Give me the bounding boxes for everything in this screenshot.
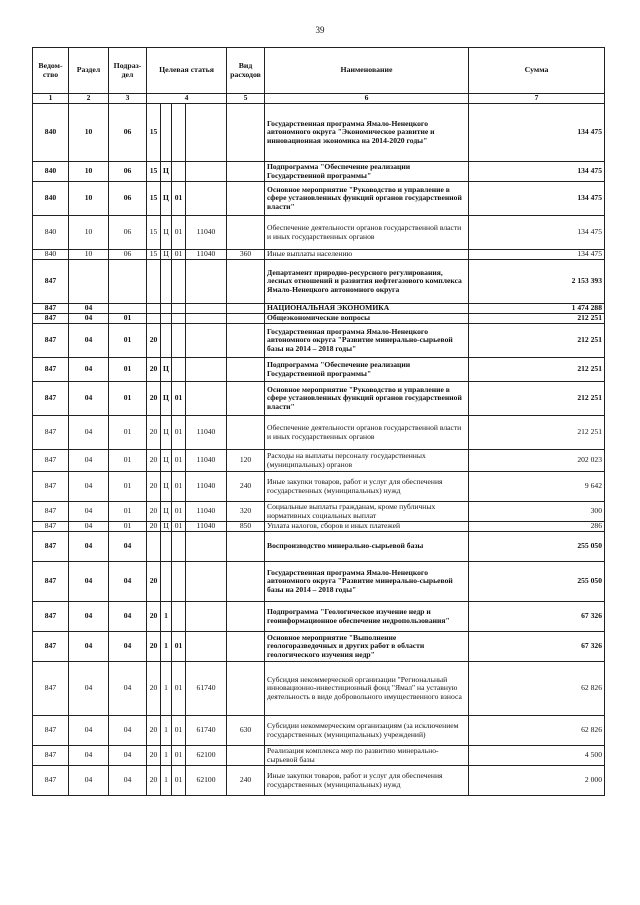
cell-target-program <box>147 304 161 314</box>
cell-razdel: 04 <box>69 502 109 522</box>
cell-expense-type <box>227 314 265 324</box>
cell-target-activity: 01 <box>172 472 186 502</box>
header-podrazdel: Подраз-дел <box>109 48 147 94</box>
cell-target-direction <box>186 314 227 324</box>
cell-sum: 255 050 <box>469 532 605 562</box>
cell-sum: 9 642 <box>469 472 605 502</box>
cell-expense-type <box>227 260 265 304</box>
table-row <box>33 522 605 532</box>
cell-target-program: 20 <box>147 382 161 416</box>
cell-sum: 212 251 <box>469 314 605 324</box>
table-row <box>33 162 605 182</box>
cell-target-program: 20 <box>147 662 161 716</box>
cell-target-program: 20 <box>147 472 161 502</box>
cell-razdel: 04 <box>69 632 109 662</box>
cell-sum: 134 475 <box>469 104 605 162</box>
cell-target-direction <box>186 358 227 382</box>
table-row <box>33 472 605 502</box>
cell-target-direction: 11040 <box>186 216 227 250</box>
header-target-article: Целевая статья <box>147 48 227 94</box>
cell-podrazdel: 04 <box>109 602 147 632</box>
table-row <box>33 304 605 314</box>
cell-target-program: 20 <box>147 502 161 522</box>
cell-razdel: 10 <box>69 162 109 182</box>
cell-target-subprogram: Ц <box>161 216 172 250</box>
cell-expense-type: 240 <box>227 766 265 796</box>
cell-target-program <box>147 260 161 304</box>
cell-razdel: 04 <box>69 766 109 796</box>
cell-vedomstvo: 847 <box>33 602 69 632</box>
column-number: 6 <box>265 94 469 104</box>
cell-sum: 212 251 <box>469 358 605 382</box>
budget-table <box>32 47 605 796</box>
cell-razdel: 04 <box>69 324 109 358</box>
cell-target-activity: 01 <box>172 662 186 716</box>
cell-expense-type <box>227 358 265 382</box>
cell-sum: 62 826 <box>469 662 605 716</box>
cell-target-subprogram: 1 <box>161 766 172 796</box>
cell-sum: 255 050 <box>469 562 605 602</box>
cell-target-program: 20 <box>147 562 161 602</box>
column-number: 7 <box>469 94 605 104</box>
cell-target-direction: 11040 <box>186 450 227 472</box>
cell-target-subprogram <box>161 314 172 324</box>
header-sum: Сумма <box>469 48 605 94</box>
cell-razdel <box>69 260 109 304</box>
cell-name: Подпрограмма "Геологическое изучение недр и геоинформационное обеспечение недропользования" <box>265 602 469 632</box>
cell-target-activity: 01 <box>172 216 186 250</box>
cell-podrazdel: 04 <box>109 562 147 602</box>
cell-sum: 300 <box>469 502 605 522</box>
cell-name: Иные выплаты населению <box>265 250 469 260</box>
column-number: 3 <box>109 94 147 104</box>
cell-razdel: 04 <box>69 532 109 562</box>
table-row <box>33 314 605 324</box>
cell-target-direction <box>186 562 227 602</box>
cell-vedomstvo: 847 <box>33 532 69 562</box>
cell-razdel: 04 <box>69 716 109 746</box>
cell-sum: 134 475 <box>469 216 605 250</box>
cell-podrazdel: 04 <box>109 632 147 662</box>
cell-name: Государственная программа Ямало-Ненецкого автономного округа "Экономическое развитие и инновационная экономика на 2014-2020 годы" <box>265 104 469 162</box>
cell-razdel: 10 <box>69 182 109 216</box>
cell-target-subprogram <box>161 532 172 562</box>
cell-expense-type <box>227 324 265 358</box>
cell-vedomstvo: 847 <box>33 304 69 314</box>
cell-target-activity <box>172 562 186 602</box>
cell-expense-type <box>227 104 265 162</box>
table-row <box>33 602 605 632</box>
header-row <box>33 48 605 94</box>
cell-target-program: 20 <box>147 716 161 746</box>
cell-target-activity: 01 <box>172 746 186 766</box>
cell-vedomstvo: 847 <box>33 502 69 522</box>
cell-sum: 62 826 <box>469 716 605 746</box>
cell-target-activity <box>172 314 186 324</box>
cell-vedomstvo: 847 <box>33 562 69 602</box>
cell-name: Основное мероприятие "Руководство и управление в сфере установленных функций органов государственной власти" <box>265 382 469 416</box>
cell-sum: 4 500 <box>469 746 605 766</box>
cell-podrazdel: 01 <box>109 358 147 382</box>
cell-expense-type <box>227 746 265 766</box>
cell-target-program: 15 <box>147 162 161 182</box>
cell-podrazdel: 06 <box>109 182 147 216</box>
cell-razdel: 10 <box>69 104 109 162</box>
cell-target-direction <box>186 304 227 314</box>
cell-target-direction: 11040 <box>186 472 227 502</box>
cell-target-program <box>147 532 161 562</box>
cell-target-direction: 62100 <box>186 766 227 796</box>
cell-target-activity <box>172 104 186 162</box>
header-vedomstvo: Ведом-ство <box>33 48 69 94</box>
cell-target-program: 20 <box>147 746 161 766</box>
cell-target-subprogram: 1 <box>161 662 172 716</box>
cell-target-activity <box>172 602 186 632</box>
cell-expense-type: 630 <box>227 716 265 746</box>
cell-vedomstvo: 847 <box>33 416 69 450</box>
cell-vedomstvo: 847 <box>33 382 69 416</box>
cell-target-subprogram: Ц <box>161 472 172 502</box>
cell-razdel: 10 <box>69 250 109 260</box>
cell-name: Субсидии некоммерческим организациям (за исключением государственных (муниципальных) учреждений) <box>265 716 469 746</box>
cell-podrazdel: 06 <box>109 216 147 250</box>
cell-podrazdel: 01 <box>109 502 147 522</box>
cell-podrazdel: 04 <box>109 766 147 796</box>
cell-podrazdel: 01 <box>109 382 147 416</box>
cell-name: Основное мероприятие "Руководство и управление в сфере установленных функций органов государственной власти" <box>265 182 469 216</box>
cell-target-direction: 11040 <box>186 250 227 260</box>
cell-podrazdel: 04 <box>109 532 147 562</box>
cell-razdel: 04 <box>69 562 109 602</box>
header-name: Наименование <box>265 48 469 94</box>
cell-razdel: 04 <box>69 662 109 716</box>
cell-name: Реализация комплекса мер по развитию минерально-сырьевой базы <box>265 746 469 766</box>
cell-target-activity: 01 <box>172 416 186 450</box>
cell-expense-type <box>227 216 265 250</box>
cell-target-subprogram <box>161 104 172 162</box>
table-row <box>33 358 605 382</box>
cell-name: Иные закупки товаров, работ и услуг для обеспечения государственных (муниципальных) нужд <box>265 472 469 502</box>
table-row <box>33 216 605 250</box>
cell-target-activity <box>172 260 186 304</box>
cell-target-direction: 11040 <box>186 416 227 450</box>
cell-podrazdel: 06 <box>109 250 147 260</box>
cell-podrazdel: 04 <box>109 716 147 746</box>
cell-podrazdel: 01 <box>109 450 147 472</box>
cell-sum: 286 <box>469 522 605 532</box>
cell-target-subprogram <box>161 260 172 304</box>
cell-target-program: 20 <box>147 450 161 472</box>
column-number-row <box>33 94 605 104</box>
cell-sum: 134 475 <box>469 162 605 182</box>
cell-target-program: 15 <box>147 104 161 162</box>
cell-razdel: 04 <box>69 450 109 472</box>
cell-podrazdel: 06 <box>109 162 147 182</box>
cell-podrazdel: 04 <box>109 746 147 766</box>
cell-target-program: 20 <box>147 324 161 358</box>
cell-razdel: 04 <box>69 522 109 532</box>
cell-target-activity: 01 <box>172 632 186 662</box>
table-row <box>33 502 605 522</box>
cell-expense-type <box>227 416 265 450</box>
cell-target-subprogram: Ц <box>161 162 172 182</box>
cell-vedomstvo: 847 <box>33 314 69 324</box>
cell-expense-type <box>227 382 265 416</box>
cell-target-activity <box>172 532 186 562</box>
cell-sum: 134 475 <box>469 182 605 216</box>
cell-target-activity: 01 <box>172 766 186 796</box>
cell-sum: 67 326 <box>469 632 605 662</box>
cell-target-direction: 11040 <box>186 522 227 532</box>
table-row <box>33 182 605 216</box>
cell-expense-type <box>227 182 265 216</box>
cell-expense-type <box>227 662 265 716</box>
cell-target-activity: 01 <box>172 502 186 522</box>
cell-name: Уплата налогов, сборов и иных платежей <box>265 522 469 532</box>
cell-name: Департамент природно-ресурсного регулирования, лесных отношений и развития нефтегазового комплекса Ямало-Ненецкого автономного округа <box>265 260 469 304</box>
column-number: 2 <box>69 94 109 104</box>
cell-razdel: 04 <box>69 472 109 502</box>
cell-expense-type <box>227 162 265 182</box>
cell-podrazdel <box>109 260 147 304</box>
cell-vedomstvo: 847 <box>33 766 69 796</box>
cell-expense-type: 240 <box>227 472 265 502</box>
cell-target-direction: 61740 <box>186 662 227 716</box>
cell-target-program: 20 <box>147 766 161 796</box>
cell-podrazdel: 01 <box>109 522 147 532</box>
cell-sum: 212 251 <box>469 382 605 416</box>
table-row <box>33 532 605 562</box>
cell-vedomstvo: 847 <box>33 522 69 532</box>
cell-vedomstvo: 847 <box>33 662 69 716</box>
cell-target-program: 20 <box>147 602 161 632</box>
cell-podrazdel: 01 <box>109 416 147 450</box>
cell-target-subprogram <box>161 562 172 602</box>
cell-target-activity: 01 <box>172 182 186 216</box>
cell-target-activity: 01 <box>172 382 186 416</box>
cell-target-program: 20 <box>147 522 161 532</box>
cell-target-direction <box>186 602 227 632</box>
cell-vedomstvo: 840 <box>33 182 69 216</box>
cell-expense-type <box>227 304 265 314</box>
cell-vedomstvo: 840 <box>33 162 69 182</box>
cell-sum: 134 475 <box>469 250 605 260</box>
cell-name: Социальные выплаты гражданам, кроме публичных нормативных социальных выплат <box>265 502 469 522</box>
cell-target-subprogram: 1 <box>161 632 172 662</box>
table-row <box>33 746 605 766</box>
cell-expense-type: 120 <box>227 450 265 472</box>
cell-target-activity: 01 <box>172 522 186 532</box>
table-row <box>33 562 605 602</box>
cell-sum: 2 000 <box>469 766 605 796</box>
cell-target-program: 15 <box>147 216 161 250</box>
cell-name: НАЦИОНАЛЬНАЯ ЭКОНОМИКА <box>265 304 469 314</box>
cell-name: Обеспечение деятельности органов государственной власти и иных государственных органов <box>265 216 469 250</box>
cell-target-activity: 01 <box>172 716 186 746</box>
cell-sum: 212 251 <box>469 324 605 358</box>
cell-name: Иные закупки товаров, работ и услуг для обеспечения государственных (муниципальных) нужд <box>265 766 469 796</box>
cell-name: Основное мероприятие "Выполнение геологоразведочных и других работ в области геологического изучения недр" <box>265 632 469 662</box>
cell-podrazdel <box>109 304 147 314</box>
header-expense-type: Вид расходов <box>227 48 265 94</box>
cell-vedomstvo: 847 <box>33 260 69 304</box>
cell-target-subprogram: Ц <box>161 182 172 216</box>
cell-target-subprogram: Ц <box>161 450 172 472</box>
cell-target-subprogram: 1 <box>161 716 172 746</box>
cell-razdel: 04 <box>69 314 109 324</box>
header-razdel: Раздел <box>69 48 109 94</box>
table-row <box>33 766 605 796</box>
table-row <box>33 324 605 358</box>
cell-target-program: 20 <box>147 632 161 662</box>
cell-target-subprogram: Ц <box>161 358 172 382</box>
table-row <box>33 450 605 472</box>
cell-name: Обеспечение деятельности органов государственной власти и иных государственных органов <box>265 416 469 450</box>
cell-expense-type <box>227 632 265 662</box>
cell-target-direction <box>186 382 227 416</box>
cell-vedomstvo: 840 <box>33 216 69 250</box>
cell-podrazdel: 04 <box>109 662 147 716</box>
table-row <box>33 716 605 746</box>
page-number: 39 <box>315 25 325 35</box>
cell-podrazdel: 01 <box>109 324 147 358</box>
cell-name: Расходы на выплаты персоналу государственных (муниципальных) органов <box>265 450 469 472</box>
cell-razdel: 04 <box>69 382 109 416</box>
cell-target-subprogram: 1 <box>161 746 172 766</box>
cell-name: Подпрограмма "Обеспечение реализации Государственной программы" <box>265 358 469 382</box>
table-row <box>33 260 605 304</box>
cell-target-direction <box>186 260 227 304</box>
cell-target-direction <box>186 532 227 562</box>
cell-razdel: 04 <box>69 746 109 766</box>
cell-target-direction <box>186 182 227 216</box>
cell-razdel: 04 <box>69 358 109 382</box>
cell-target-subprogram: Ц <box>161 382 172 416</box>
table-row <box>33 662 605 716</box>
cell-sum: 212 251 <box>469 416 605 450</box>
cell-expense-type <box>227 562 265 602</box>
cell-vedomstvo: 847 <box>33 632 69 662</box>
cell-target-activity: 01 <box>172 250 186 260</box>
cell-name: Государственная программа Ямало-Ненецкого автономного округа "Развитие минерально-сырьевой базы на 2014 – 2018 годы" <box>265 562 469 602</box>
cell-podrazdel: 06 <box>109 104 147 162</box>
cell-target-direction <box>186 104 227 162</box>
cell-target-subprogram: Ц <box>161 502 172 522</box>
cell-vedomstvo: 840 <box>33 250 69 260</box>
cell-razdel: 04 <box>69 304 109 314</box>
cell-razdel: 04 <box>69 602 109 632</box>
table-row <box>33 382 605 416</box>
cell-vedomstvo: 847 <box>33 746 69 766</box>
cell-target-program: 15 <box>147 182 161 216</box>
cell-vedomstvo: 847 <box>33 324 69 358</box>
cell-expense-type <box>227 602 265 632</box>
cell-target-subprogram <box>161 304 172 314</box>
cell-vedomstvo: 847 <box>33 472 69 502</box>
cell-target-program: 20 <box>147 358 161 382</box>
cell-target-activity <box>172 358 186 382</box>
cell-target-program <box>147 314 161 324</box>
cell-expense-type <box>227 532 265 562</box>
table-row <box>33 632 605 662</box>
cell-razdel: 10 <box>69 216 109 250</box>
table-body <box>33 104 605 796</box>
column-number: 5 <box>227 94 265 104</box>
cell-name: Подпрограмма "Обеспечение реализации Государственной программы" <box>265 162 469 182</box>
column-number: 1 <box>33 94 69 104</box>
cell-target-direction: 11040 <box>186 502 227 522</box>
cell-target-direction: 62100 <box>186 746 227 766</box>
cell-vedomstvo: 847 <box>33 358 69 382</box>
cell-sum: 1 474 288 <box>469 304 605 314</box>
cell-razdel: 04 <box>69 416 109 450</box>
table-row <box>33 250 605 260</box>
cell-target-subprogram: Ц <box>161 416 172 450</box>
cell-name: Общеэкономические вопросы <box>265 314 469 324</box>
cell-vedomstvo: 847 <box>33 450 69 472</box>
cell-vedomstvo: 847 <box>33 716 69 746</box>
column-number: 4 <box>147 94 227 104</box>
cell-target-activity: 01 <box>172 450 186 472</box>
cell-expense-type: 320 <box>227 502 265 522</box>
cell-vedomstvo: 840 <box>33 104 69 162</box>
cell-name: Государственная программа Ямало-Ненецкого автономного округа "Развитие минерально-сырьевой базы на 2014 – 2018 годы" <box>265 324 469 358</box>
cell-target-direction <box>186 162 227 182</box>
cell-target-activity <box>172 162 186 182</box>
cell-target-subprogram: 1 <box>161 602 172 632</box>
cell-podrazdel: 01 <box>109 314 147 324</box>
cell-name: Субсидия некоммерческой организации "Региональный инновационно-инвестиционный фонд "Ямал" на уставную деятельность в виде добровольного имущественного взноса <box>265 662 469 716</box>
cell-target-activity <box>172 324 186 358</box>
cell-target-direction <box>186 324 227 358</box>
cell-target-direction: 61740 <box>186 716 227 746</box>
cell-expense-type: 360 <box>227 250 265 260</box>
cell-sum: 67 326 <box>469 602 605 632</box>
cell-sum: 2 153 393 <box>469 260 605 304</box>
cell-target-subprogram: Ц <box>161 250 172 260</box>
table-row <box>33 416 605 450</box>
cell-target-program: 20 <box>147 416 161 450</box>
cell-podrazdel: 01 <box>109 472 147 502</box>
cell-name: Воспроизводство минерально-сырьевой базы <box>265 532 469 562</box>
cell-target-direction <box>186 632 227 662</box>
cell-target-subprogram <box>161 324 172 358</box>
cell-target-subprogram: Ц <box>161 522 172 532</box>
table-row <box>33 104 605 162</box>
cell-target-activity <box>172 304 186 314</box>
cell-target-program: 15 <box>147 250 161 260</box>
cell-sum: 202 023 <box>469 450 605 472</box>
cell-expense-type: 850 <box>227 522 265 532</box>
